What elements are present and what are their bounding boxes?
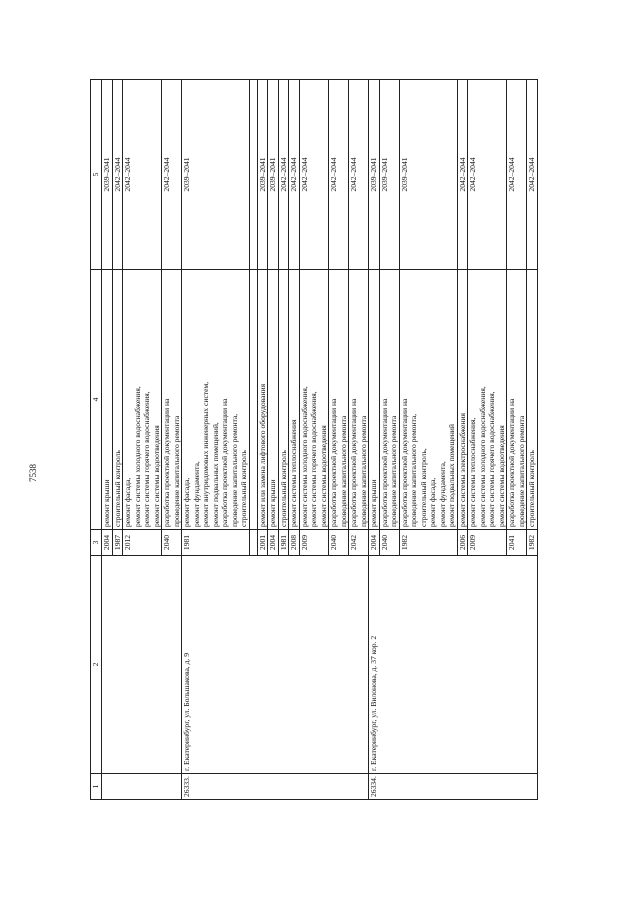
header-col-2: 2 [91,556,102,774]
period-cell: 2042–2044 [112,80,123,270]
period-cell: 2042–2044 [329,80,349,270]
work-type-cell [527,270,538,530]
header-col-3: 3 [91,530,102,556]
work-type-cell [369,270,380,530]
period-cell: 2039–2041 [257,80,268,270]
year-cell: 2004 [102,530,113,556]
page-number: 7538 [28,464,38,482]
period-cell: 2042–2044 [507,80,527,270]
work-type-line: ремонт подвальных помещений [447,424,456,527]
period-cell: 2042–2044 [299,80,329,270]
work-type-cell [268,270,279,530]
work-type-line: разработка проектной документации на [162,398,171,527]
work-type-line: ремонт фасада, [428,477,437,527]
table-row [102,80,113,800]
work-type-line: ремонт фасада, [182,477,191,527]
work-type-line: ремонт крыши [268,479,277,527]
header-col-1: 1 [91,774,102,800]
work-type-line: ремонт системы электроснабжения [457,412,467,527]
period-cell: 2042–2044 [289,80,300,270]
year-cell: 2006 [457,530,468,556]
work-type-line: разработка проектной документации на [349,398,358,527]
work-type-line: разработка проектной документации на [507,398,516,527]
work-type-line: ремонт фундамента, [191,461,201,527]
work-type-line: ремонт системы водоотведения [318,425,328,527]
work-type-line: ремонт системы водоотведения [496,425,506,527]
header-col-4: 4 [91,270,102,530]
rotated-table-container [90,80,610,800]
year-cell: 1982 [399,530,457,556]
period-cell: 2042–2044 [349,80,369,270]
period-cell: 2039–2041 [268,80,279,270]
work-type-line: ремонт системы горячего водоснабжения, [142,391,151,527]
work-type-cell [102,270,113,530]
year-cell: 1982 [527,530,538,556]
work-type-cell [289,270,300,530]
work-type-cell [299,270,329,530]
work-type-line: строительный контроль [278,450,288,527]
work-type-cell [162,270,182,530]
year-cell: 2041 [507,530,527,556]
header-col-5: 5 [91,80,102,270]
work-type-cell [112,270,123,530]
table-body [102,80,538,800]
year-cell: 2040 [379,530,399,556]
house-number-cell: 26333. [182,774,369,800]
period-cell [249,80,257,270]
work-type-line: строительный контроль [239,450,248,527]
work-type-line: разработка проектной документации на [220,398,229,527]
period-cell: 2042–2044 [162,80,182,270]
page-number-wrap [28,452,40,482]
work-type-cell [123,270,162,530]
year-cell: 1981 [278,530,289,556]
work-type-line: проведение капитального ремонта [516,415,526,527]
period-cell: 2042–2044 [457,80,468,270]
address-cell: г. Екатеринбург, ул. Большакова, д. 9 [182,556,369,774]
work-type-line: строительный контроль [112,450,122,527]
work-type-cell [399,270,457,530]
work-type-line: проведение капитального ремонта, [229,413,239,527]
year-cell: 2004 [268,530,279,556]
work-type-line: ремонт фундамента, [437,461,447,527]
period-cell: 2039–2041 [399,80,457,270]
header-row [91,80,102,800]
work-type-line: ремонт системы горячего водоснабжения, [487,391,496,527]
period-cell: 2039–2041 [379,80,399,270]
period-cell: 2042–2044 [123,80,162,270]
work-type-line: ремонт подвальных помещений, [210,422,220,527]
work-type-cell [257,270,268,530]
work-type-cell [349,270,369,530]
work-type-line: проведение капитального ремонта [358,415,368,527]
work-type-cell [507,270,527,530]
work-type-line: проведение капитального ремонта [389,415,398,527]
address-cell: г. Екатеринбург, ул. Вилонова, д. 37 кор. 2 [369,556,538,774]
work-type-line: ремонт системы холодного водоснабжения, [132,386,142,527]
year-cell: 1981 [182,530,250,556]
work-type-line: строительный контроль, [418,448,428,527]
year-cell: 2001 [257,530,268,556]
house-number-cell [102,774,182,800]
table-row [369,80,380,800]
work-type-line: проведение капитального ремонта [171,415,181,527]
period-cell: 2039–2041 [369,80,380,270]
work-type-line: ремонт фасада, [123,477,132,527]
work-type-cell [182,270,250,530]
work-type-line: ремонт системы водоотведения [151,425,161,527]
work-type-cell [457,270,468,530]
period-cell: 2042–2044 [527,80,538,270]
work-type-cell [278,270,289,530]
year-cell: 2040 [329,530,349,556]
period-cell: 2039–2041 [182,80,250,270]
table-row [182,80,250,800]
year-cell: 2008 [289,530,300,556]
work-type-line: разработка проектной документации на [329,398,338,527]
capital-repair-table [90,79,538,800]
period-cell: 2042–2044 [468,80,507,270]
work-type-line: ремонт внутридомовых инженерных систем, [201,381,210,527]
year-cell: 2009 [299,530,329,556]
work-type-line: проведение капитального ремонта [338,415,348,527]
house-number-cell: 26334. [369,774,538,800]
period-cell: 2042–2044 [278,80,289,270]
work-type-cell [468,270,507,530]
work-type-line: ремонт системы горячего водоснабжения, [309,391,318,527]
work-type-line: ремонт системы холодного водоснабжения, [477,386,487,527]
work-type-line: разработка проектной документации на [399,398,409,527]
year-cell [249,530,257,556]
work-type-cell [329,270,349,530]
work-type-line: проведение капитального ремонта, [409,413,418,527]
work-type-cell [249,270,257,530]
year-cell: 2042 [349,530,369,556]
year-cell: 2012 [123,530,162,556]
year-cell: 2004 [369,530,380,556]
work-type-cell [379,270,399,530]
year-cell: 2009 [468,530,507,556]
work-type-line: ремонт крыши [369,479,378,527]
work-type-line: ремонт системы теплоснабжения [289,419,298,527]
year-cell: 2040 [162,530,182,556]
work-type-line: разработка проектной документации на [379,398,389,527]
work-type-line: ремонт системы холодного водоснабжения, [299,386,309,527]
period-cell: 2039–2041 [102,80,113,270]
work-type-line: ремонт или замена лифтового оборудования [257,383,267,527]
year-cell: 1987 [112,530,123,556]
work-type-line: строительный контроль [527,450,536,527]
work-type-line: ремонт крыши [102,479,111,527]
address-cell [102,556,182,774]
work-type-line: ремонт системы теплоснабжения, [468,417,477,527]
